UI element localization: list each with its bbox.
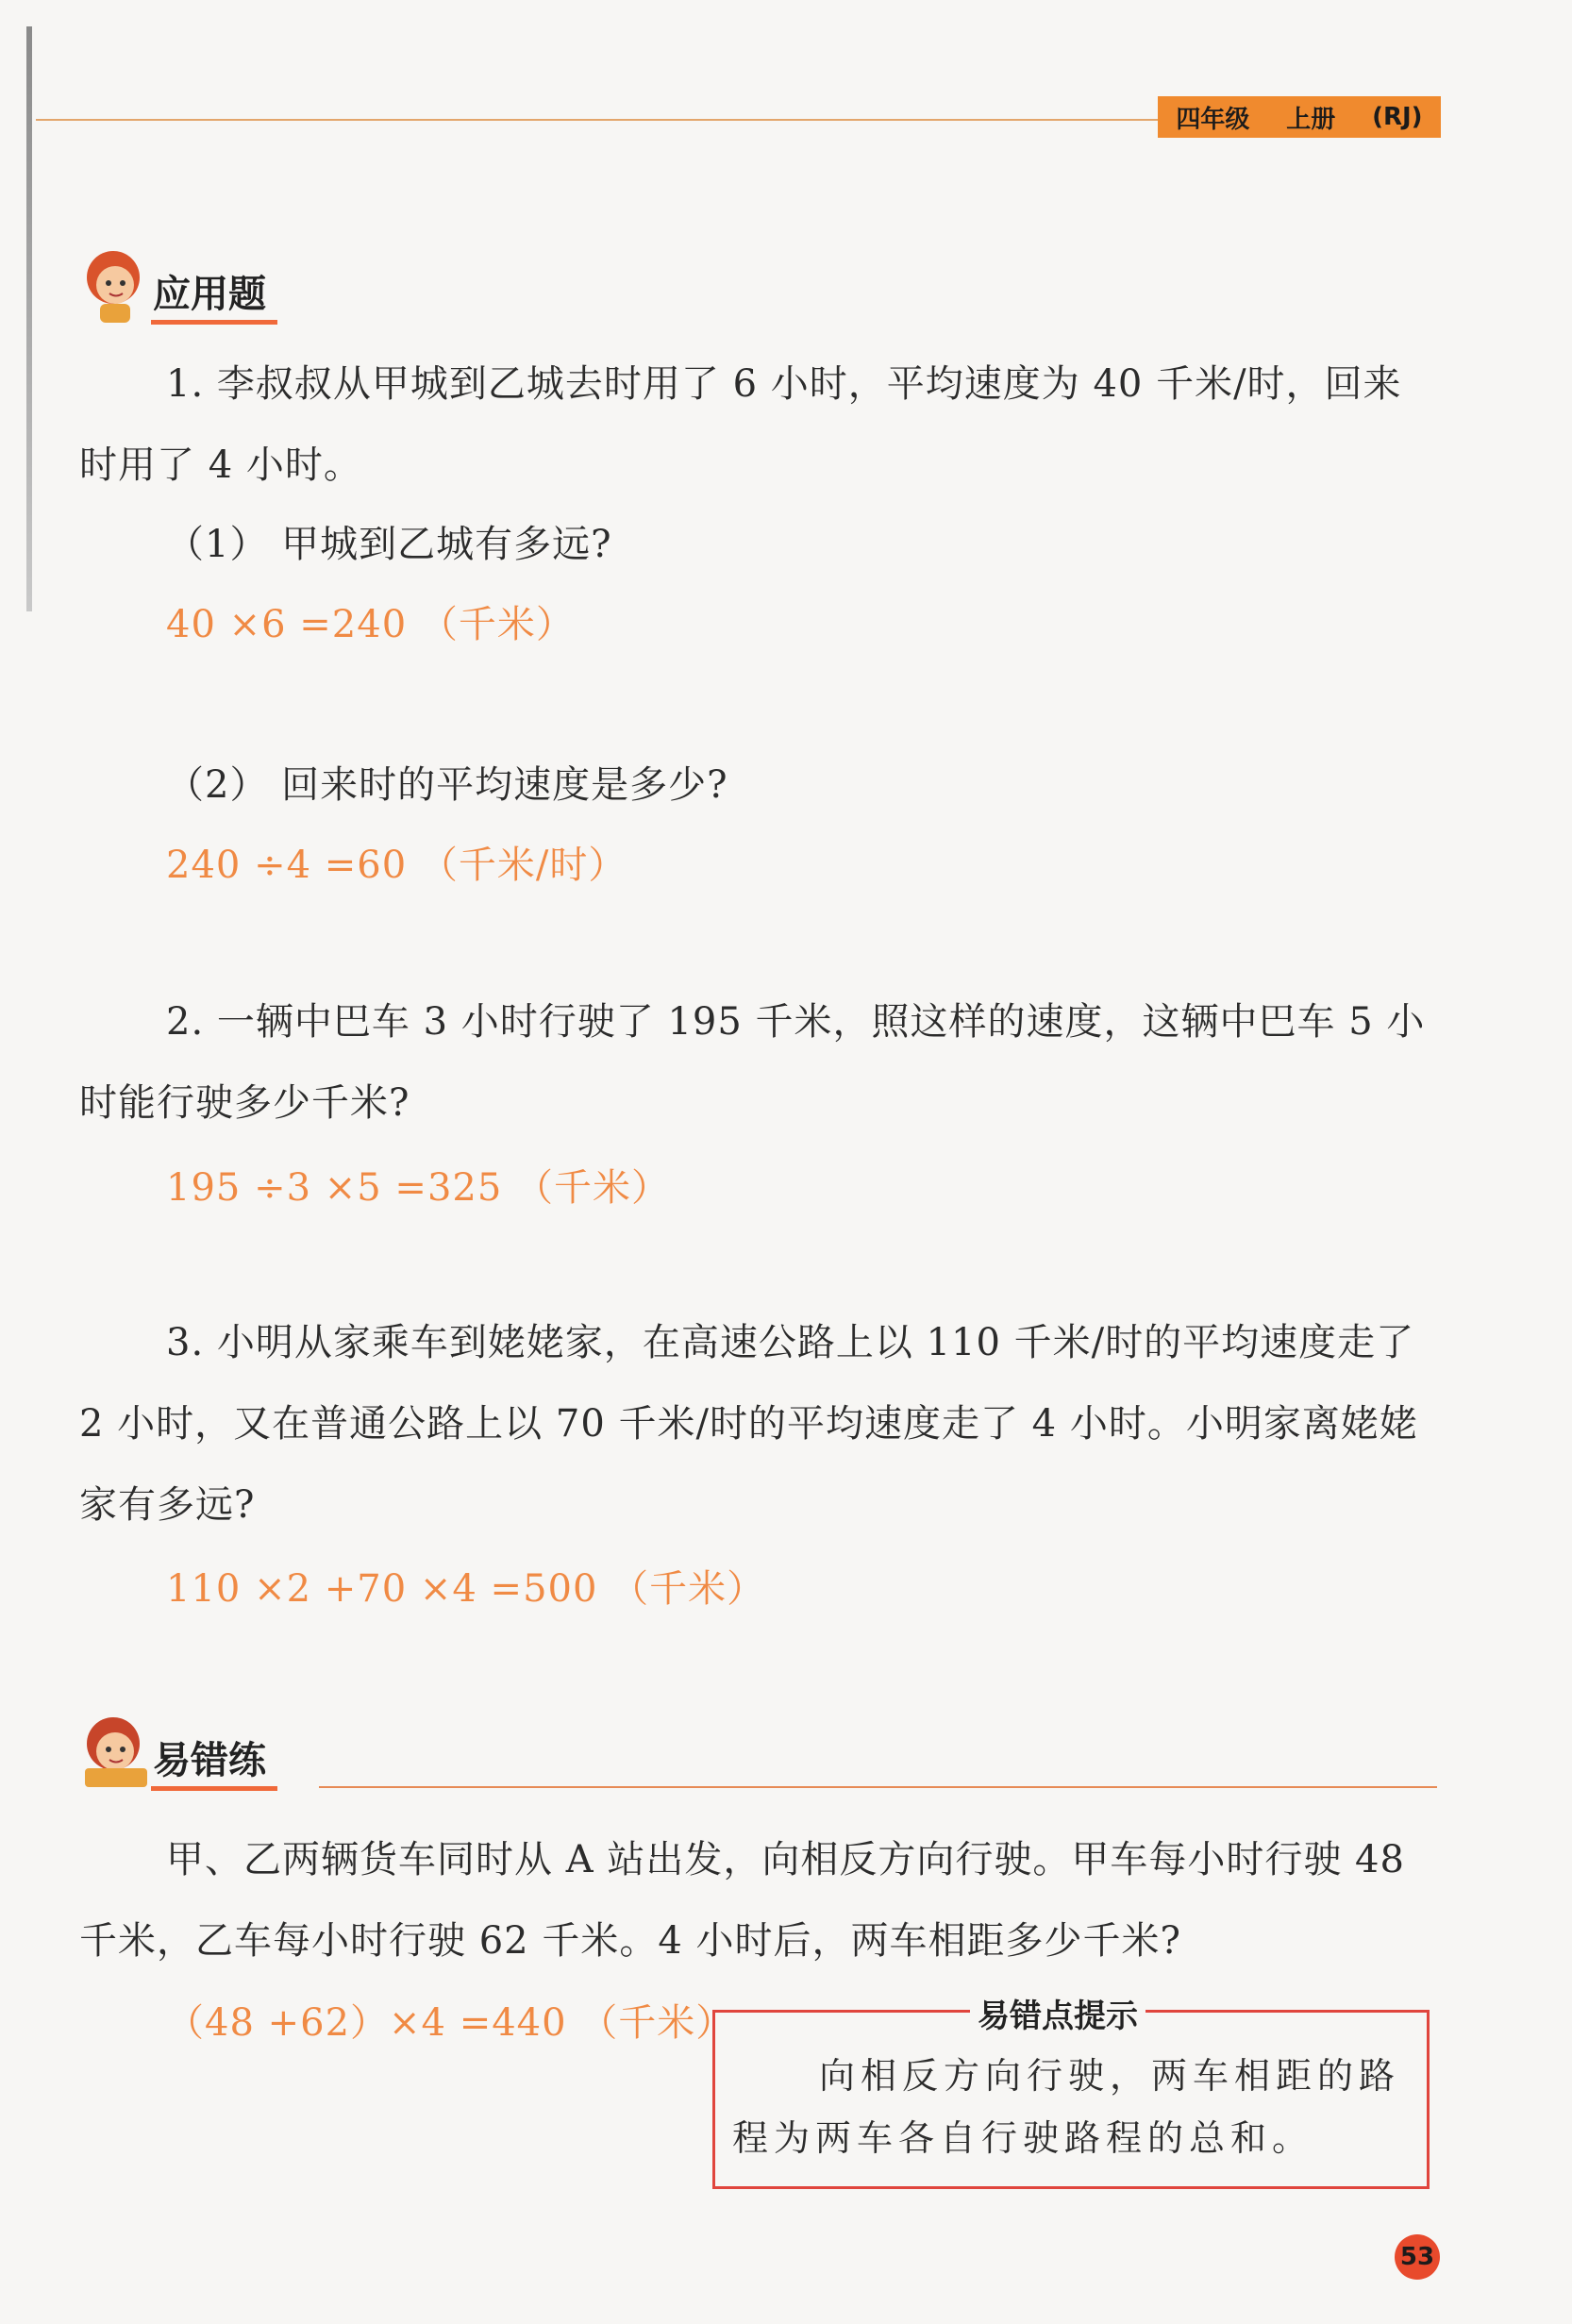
- question-1-answer-1: 40 ×6 =240 （千米）: [166, 603, 575, 646]
- page-spine: [26, 26, 32, 611]
- error-tip-text: 向相反方向行驶，两车相距的路程为两车各自行驶路程的总和。: [732, 2055, 1401, 2159]
- header-badge: [1158, 96, 1441, 138]
- question-1-text: 1. 李叔叔从甲城到乙城去时用了 6 小时，平均速度为 40 千米/时，回来时用了 4 小时。: [79, 362, 1402, 487]
- question-3-text: 3. 小明从家乘车到姥姥家，在高速公路上以 110 千米/时的平均速度走了 2 小时，又在普通公路上以 70 千米/时的平均速度走了 4 小时。小明家离姥姥家有多远?: [79, 1321, 1418, 1527]
- volume-label: 上册: [1286, 105, 1336, 134]
- question-1-answer-2: 240 ÷4 =60 （千米/时）: [166, 844, 627, 887]
- question-1-sub-1: （1） 甲城到乙城有多远?: [166, 523, 612, 566]
- page-number: 53: [1395, 2234, 1440, 2280]
- error-tip-title: 易错点提示: [970, 1990, 1146, 2036]
- question-1-sub-2: （2） 回来时的平均速度是多少?: [166, 763, 728, 807]
- question-3-answer: 110 ×2 +70 ×4 =500 （千米）: [166, 1567, 766, 1611]
- section-header-applied: [75, 243, 277, 325]
- question-2-text: 2. 一辆中巴车 3 小时行驶了 195 千米，照这样的速度，这辆中巴车 5 小时能行驶多少千米?: [79, 1000, 1426, 1125]
- error-tip-box: [712, 1998, 1430, 2189]
- grade-label: 四年级: [1176, 105, 1250, 134]
- section-title: 易错练: [151, 1730, 277, 1791]
- error-practice-question: 甲、乙两辆货车同时从 A 站出发，向相反方向行驶。甲车每小时行驶 48 千米，乙车每小时行驶 62 千米。4 小时后，两车相距多少千米?: [79, 1838, 1405, 1963]
- error-practice-answer: （48 +62）×4 =440 （千米）: [166, 2001, 735, 2045]
- girl-mascot-icon: [75, 1710, 157, 1791]
- section-title: 应用题: [151, 264, 277, 325]
- section-rule: [319, 1786, 1437, 1788]
- section-header-error-prone: [75, 1710, 277, 1791]
- question-2-answer: 195 ÷3 ×5 =325 （千米）: [166, 1166, 670, 1210]
- boy-mascot-icon: [75, 243, 157, 325]
- edition-label: (RJ): [1372, 103, 1423, 131]
